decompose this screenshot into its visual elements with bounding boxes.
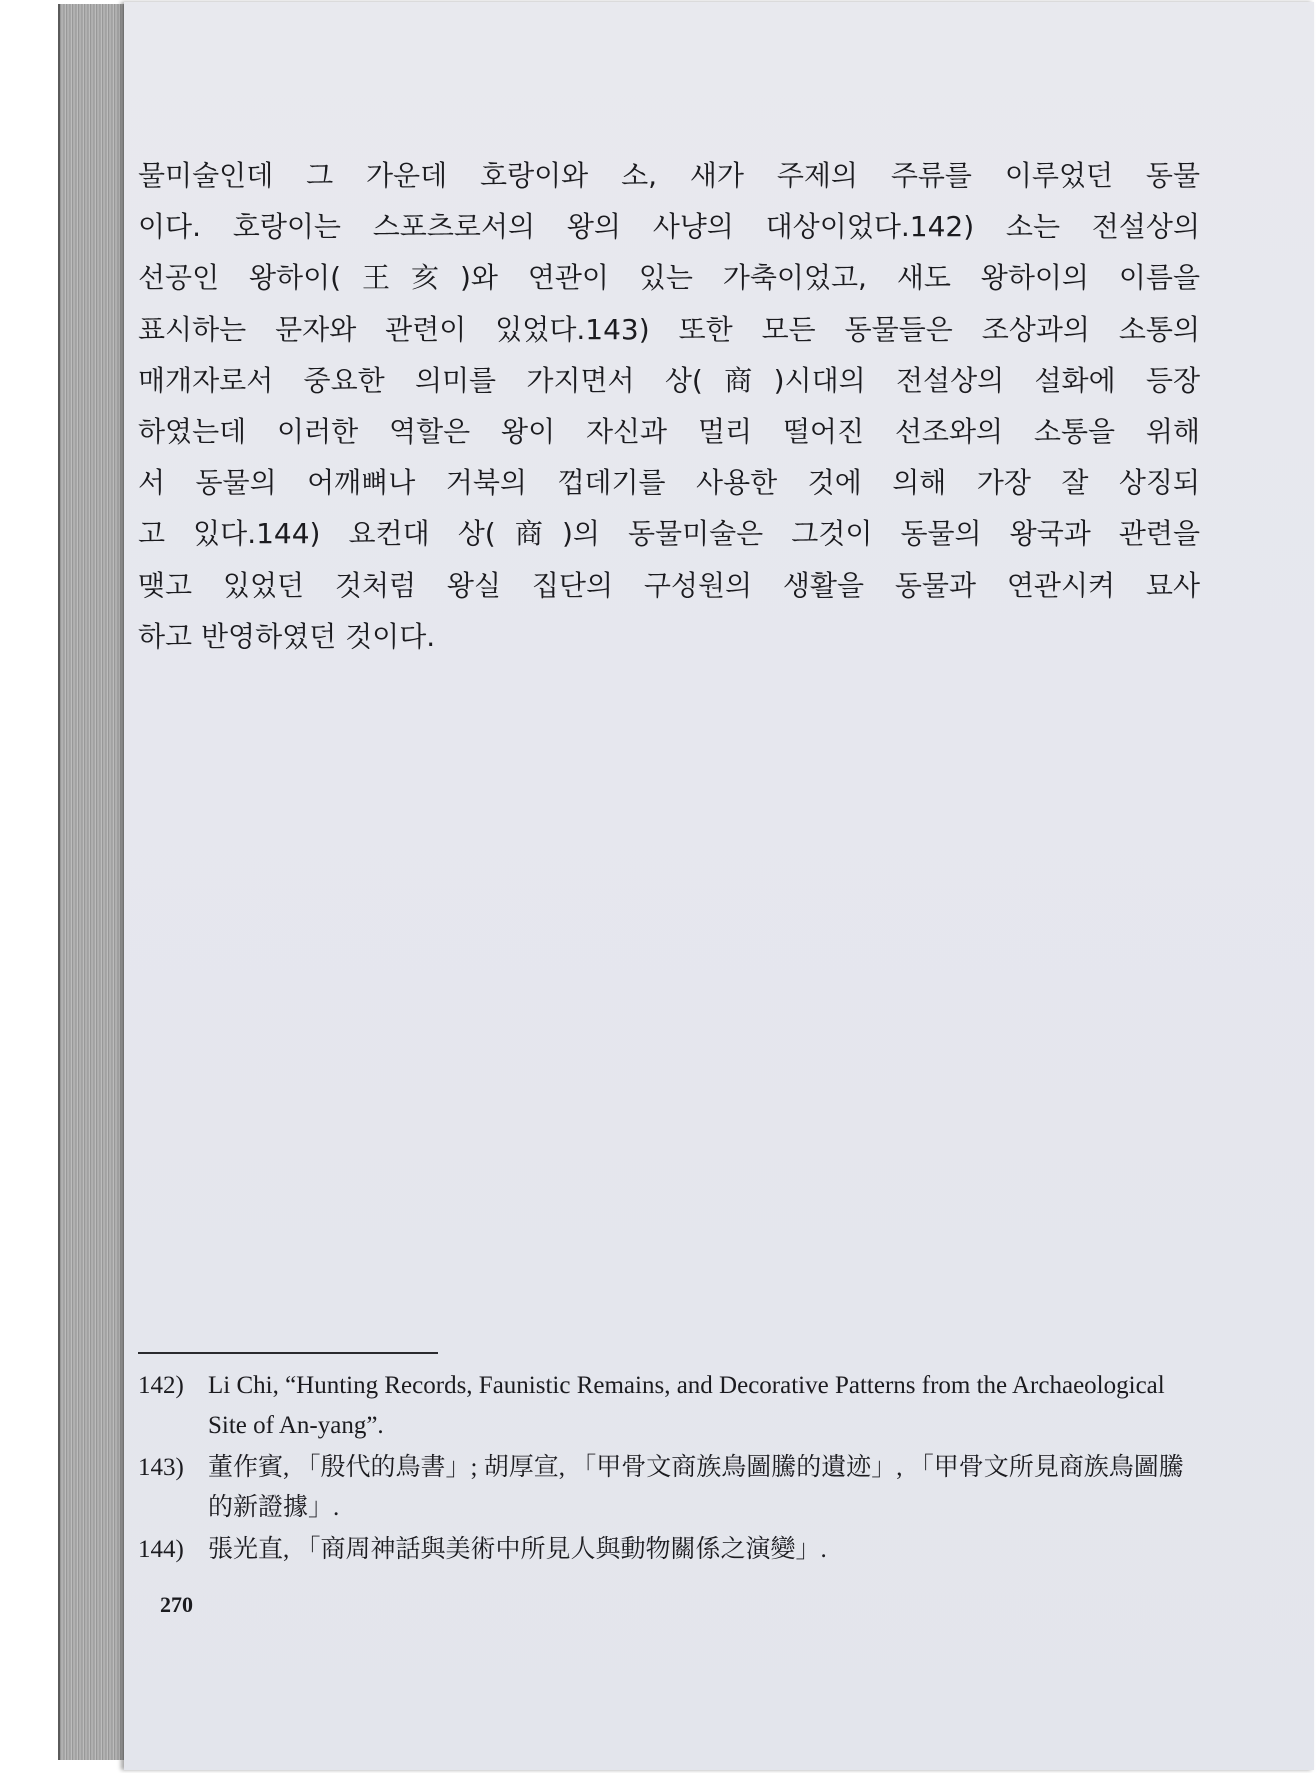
footnote bbox=[138, 1366, 1200, 1446]
footnote-divider bbox=[138, 1352, 438, 1354]
footnote-text: Li Chi, “Hunting Records, Faunistic Remains, and Decorative Patterns from the Archaeological Site of An-yang”. bbox=[208, 1372, 1165, 1439]
footnote bbox=[138, 1530, 1200, 1570]
body-line: 고 있다.144) 요컨대 상(商)의 동물미술은 그것이 동물의 왕국과 관련을 bbox=[138, 517, 1200, 551]
footnotes bbox=[138, 1366, 1200, 1572]
page-number: 270 bbox=[160, 1592, 193, 1617]
body-paragraph bbox=[138, 150, 1200, 662]
body-line: 서 동물의 어깨뼈나 거북의 껍데기를 사용한 것에 의해 가장 잘 상징되 bbox=[138, 466, 1200, 500]
footnote-number: 144) bbox=[138, 1536, 184, 1563]
footnote-text: 張光直, 「商周神話與美術中所見人與動物關係之演變」. bbox=[208, 1536, 827, 1563]
footnote-number: 143) bbox=[138, 1454, 184, 1481]
footnote bbox=[138, 1448, 1200, 1528]
footnote-text: 董作賓, 「殷代的鳥書」; 胡厚宣, 「甲骨文商族鳥圖騰的遺迹」, 「甲骨文所見商族鳥圖騰的新證據」. bbox=[208, 1454, 1184, 1521]
body-line: 하였는데 이러한 역할은 왕이 자신과 멀리 떨어진 선조와의 소통을 위해 bbox=[138, 414, 1200, 448]
body-line: 맺고 있었던 것처럼 왕실 집단의 구성원의 생활을 동물과 연관시켜 묘사 bbox=[138, 568, 1200, 602]
body-line: 이다. 호랑이는 스포츠로서의 왕의 사냥의 대상이었다.142) 소는 전설상의 bbox=[138, 210, 1200, 244]
body-line: 표시하는 문자와 관련이 있었다.143) 또한 모든 동물들은 조상과의 소통의 bbox=[138, 312, 1200, 346]
footnote-number: 142) bbox=[138, 1372, 184, 1399]
body-line: 매개자로서 중요한 의미를 가지면서 상(商)시대의 전설상의 설화에 등장 bbox=[138, 363, 1200, 397]
body-line: 하고 반영하였던 것이다. bbox=[138, 619, 436, 653]
body-line: 물미술인데 그 가운데 호랑이와 소, 새가 주제의 주류를 이루었던 동물 bbox=[138, 159, 1200, 192]
page-edges bbox=[58, 4, 130, 1760]
body-line: 선공인 왕하이(王亥)와 연관이 있는 가축이었고, 새도 왕하이의 이름을 bbox=[138, 261, 1200, 295]
